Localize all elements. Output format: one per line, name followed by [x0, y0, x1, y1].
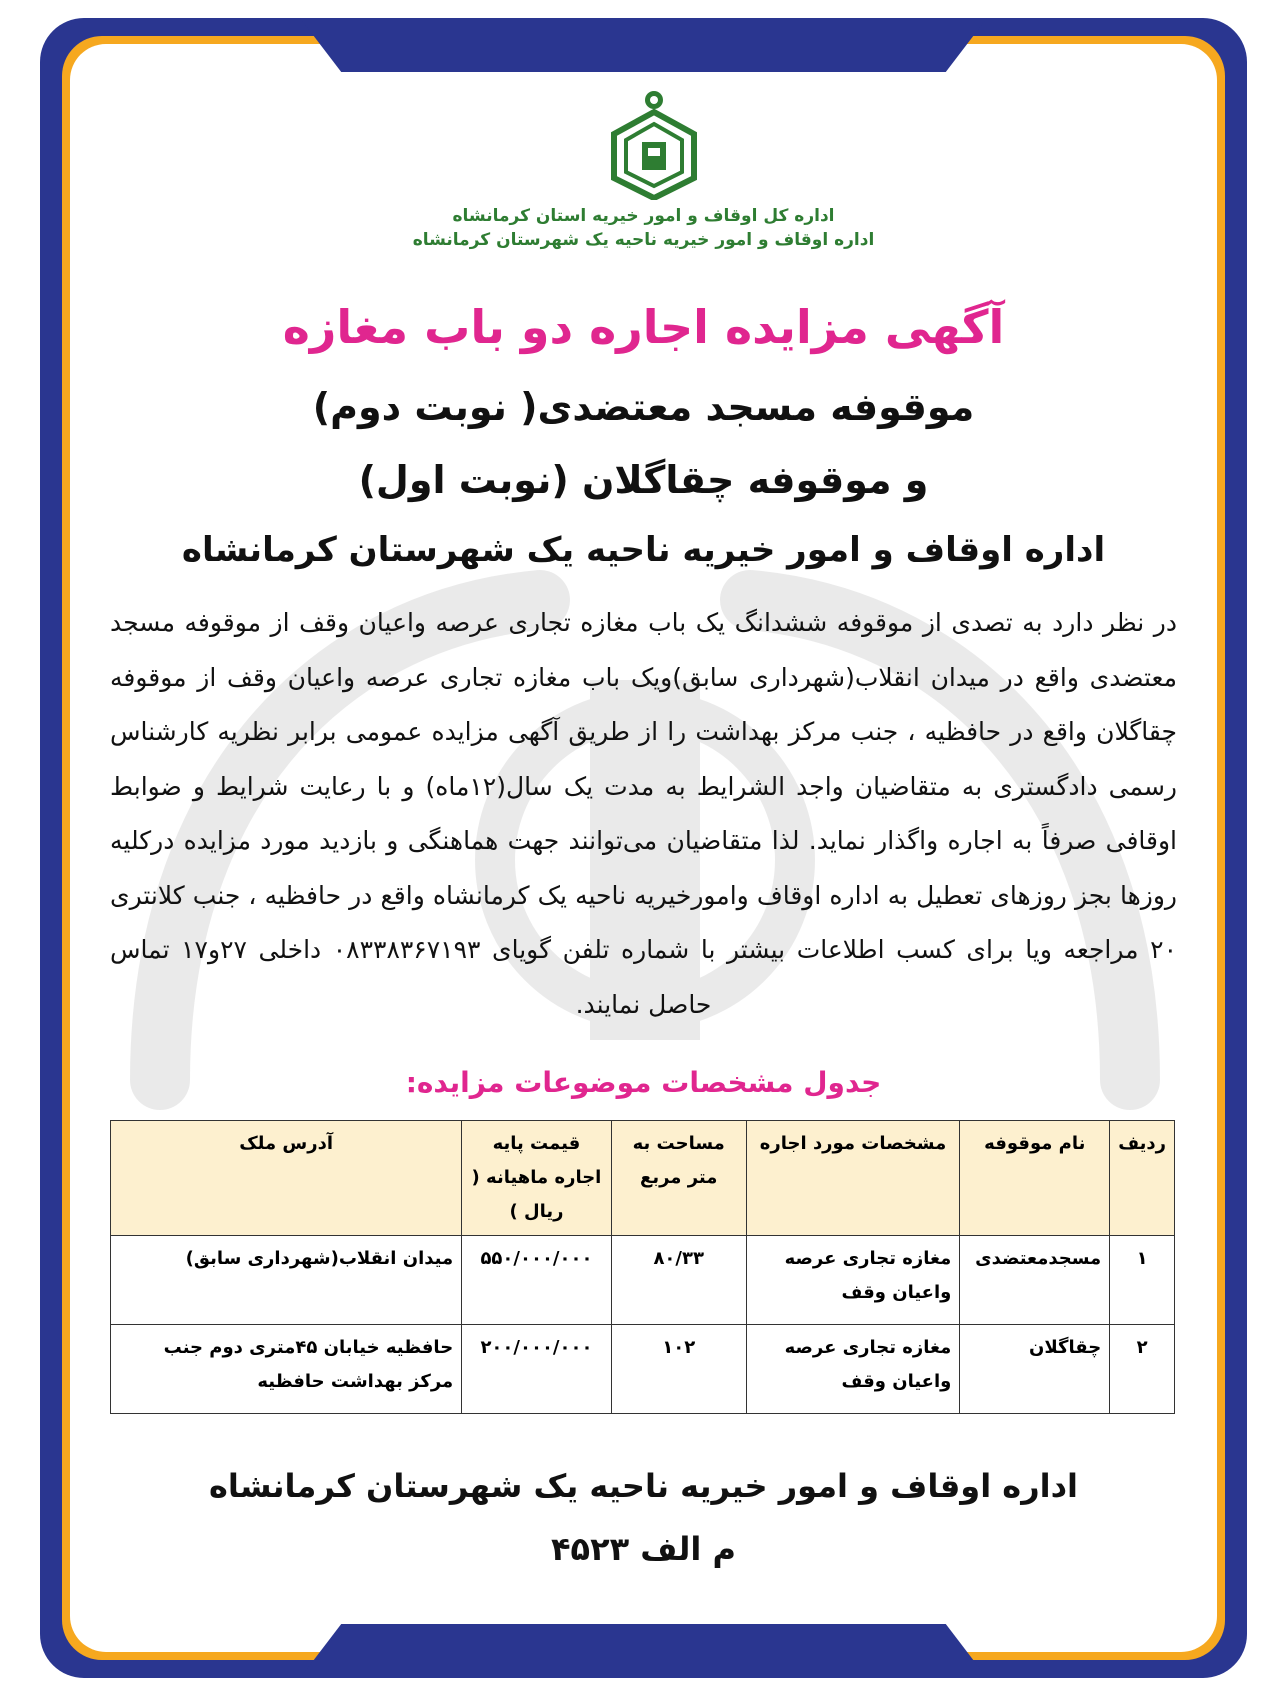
cell-area: ۱۰۲ — [611, 1325, 746, 1414]
cell-area: ۸۰/۳۳ — [611, 1236, 746, 1325]
frame-bottom-tab — [300, 1624, 987, 1678]
cell-address: میدان انقلاب(شهرداری سابق) — [111, 1236, 462, 1325]
cell-row-number: ۱ — [1110, 1236, 1175, 1325]
header-endowment: نام موقوفه — [960, 1121, 1110, 1236]
cell-endowment: مسجدمعتضدی — [960, 1236, 1110, 1325]
announcement-body: در نظر دارد به تصدی از موقوفه ششدانگ یک باب مغازه تجاری عرصه واعیان وقف از موقوفه مسجد معتضدی واقع در میدان انقلاب(شهرداری سابق)ویک باب مغازه تجاری عرصه واعیان وقف از موقوفه چقاگلان واقع در حافظیه ، جنب مرکز بهداشت را از طریق آگهی مزایده عمومی برابر نظریه کارشناس رسمی دادگستری به متقاضیان واجد الشرایط به مدت یک سال(۱۲ماه) و با رعایت شرایط و ضوابط اوقافی صرفاً به اجاره واگذار نماید. لذا متقاضیان می‌توانند جهت هماهنگی و بازدید مورد مزایده درکلیه روزها بجز روزهای تعطیل به اداره اوقاف وامورخیریه ناحیه یک کرمانشاه واقع در حافظیه ، جنب کلانتری ۲۰ مراجعه ویا برای کسب اطلاعات بیشتر با شماره تلفن گویای ۰۸۳۳۸۳۶۷۱۹۳ داخلی ۲۷و۱۷ تماس حاصل نمایند. — [110, 608, 1177, 1019]
auction-table — [110, 1120, 1175, 1414]
header-spec: مشخصات مورد اجاره — [746, 1121, 960, 1236]
table-header-row — [111, 1121, 1175, 1236]
table-title: جدول مشخصات موضوعات مزایده: — [405, 1066, 882, 1099]
footer-issuer: اداره اوقاف و امور خیریه ناحیه یک شهرستان کرمانشاه — [209, 1467, 1078, 1505]
cell-row-number: ۲ — [1110, 1325, 1175, 1414]
page-title: آگهی مزایده اجاره دو باب مغازه — [282, 300, 1005, 354]
cell-endowment: چقاگلان — [960, 1325, 1110, 1414]
frame-top-tab — [300, 18, 987, 72]
org-line-2: اداره اوقاف و امور خیریه ناحیه یک شهرستان کرمانشاه — [412, 230, 875, 250]
header-row-number: ردیف — [1110, 1121, 1175, 1236]
header-address: آدرس ملک — [111, 1121, 462, 1236]
cell-price: ۲۰۰/۰۰۰/۰۰۰ — [462, 1325, 612, 1414]
cell-price: ۵۵۰/۰۰۰/۰۰۰ — [462, 1236, 612, 1325]
header-area: مساحت به متر مربع — [611, 1121, 746, 1236]
cell-spec: مغازه تجاری عرصه واعیان وقف — [746, 1236, 960, 1325]
table-row — [111, 1236, 1175, 1325]
awqaf-logo-icon — [608, 90, 700, 200]
cell-address: حافظیه خیابان ۴۵متری دوم جنب مرکز بهداشت حافظیه — [111, 1325, 462, 1414]
subtitle-2: و موقوفه چقاگلان (نوبت اول) — [358, 458, 929, 502]
header-price: قیمت پایه اجاره ماهیانه ( ریال ) — [462, 1121, 612, 1236]
org-line-1: اداره کل اوقاف و امور خیریه استان کرمانشاه — [452, 206, 835, 226]
table-row — [111, 1325, 1175, 1414]
subtitle-1: موقوفه مسجد معتضدی( نوبت دوم) — [312, 385, 975, 429]
cell-spec: مغازه تجاری عرصه واعیان وقف — [746, 1325, 960, 1414]
footer-ref: م الف ۴۵۲۳ — [551, 1530, 736, 1568]
issuer: اداره اوقاف و امور خیریه ناحیه یک شهرستان کرمانشاه — [181, 530, 1106, 570]
